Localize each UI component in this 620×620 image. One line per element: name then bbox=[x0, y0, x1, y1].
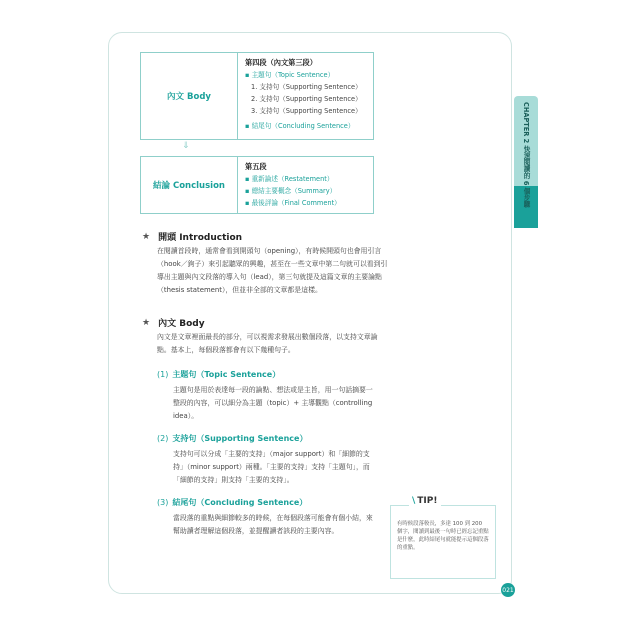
intro-heading bbox=[142, 230, 388, 243]
body-section bbox=[142, 316, 388, 357]
intro-section bbox=[142, 230, 388, 297]
body-heading bbox=[142, 316, 388, 329]
star-icon: ★ bbox=[142, 317, 151, 328]
subsection-supporting-sentence bbox=[157, 433, 382, 444]
intro-title: 開頭 Introduction bbox=[158, 233, 243, 243]
tip-text: 有時候段落較長，多達 100 到 200 個字，閱讀到最後一句時已經忘記重點是什麼，此時結尾句就能提示這個段落的重點。 bbox=[397, 521, 489, 551]
body-paragraph: 內文是文章裡面最長的部分，可以視需求發展出數個段落，以支持文章論點。基本上，每個段落都會有以下幾種句子。 bbox=[157, 333, 378, 354]
subsection-text: 支持句可以分成「主要的支持」（major support）和「細節的支持」（minor support）兩種。「主要的支持」支持「主題句」，而「細節的支持」則支持「主要的支持」。 bbox=[173, 450, 370, 484]
diagram-body-label: 內文 Body bbox=[141, 53, 238, 139]
intro-paragraph: 在閱讀首段時，通常會看到開頭句（opening），有時候開頭句也會用引言（hook／鉤子）來引起聽眾的興趣，甚至在一些文章中第二句就可以看到引導出主題與內文段落的導入句（lead），第三句就提及這篇文章的主要論點（thesis statement），但並非全部的文章都是這樣。 bbox=[157, 247, 388, 294]
diagram-conclusion-box bbox=[140, 156, 374, 214]
subsection-title: (2) 支持句（Supporting Sentence） bbox=[157, 434, 308, 443]
pencil-icon: \ bbox=[412, 496, 416, 506]
page-number: 021 bbox=[501, 583, 515, 597]
diagram-body-item: ▪ 結尾句（Concluding Sentence） bbox=[245, 122, 355, 130]
diagram-body-item: 1. 支持句（Supporting Sentence） bbox=[251, 83, 362, 91]
diagram-body-item: ▪ 主題句（Topic Sentence） bbox=[245, 71, 335, 79]
subsection-concluding-sentence bbox=[157, 497, 382, 508]
star-icon: ★ bbox=[142, 231, 151, 242]
subsection-title: (3) 結尾句（Concluding Sentence） bbox=[157, 498, 308, 507]
chapter-tab-label: CHAPTER 2 快速閱讀的 6 個步驟 bbox=[522, 102, 530, 208]
diagram-conclusion-label: 結論 Conclusion bbox=[141, 157, 238, 213]
diagram-body-heading: 第四段（內文第三段） bbox=[245, 58, 317, 67]
subsection-topic-sentence bbox=[157, 369, 382, 380]
diagram-body-content bbox=[245, 57, 369, 132]
subsection-text: 當段落的重點與細節較多的時候，在每個段落可能會有個小結，來幫助讀者理解這個段落，並提醒讀者該段的主要內容。 bbox=[173, 514, 373, 535]
tip-title: \ TIP! bbox=[409, 496, 441, 506]
subsection-text: 主題句是用於表達每一段的論點、想法或是主旨，用一句話摘要一整段的內容，可以細分為主題（topic）+ 主導觀點（controlling idea）。 bbox=[173, 386, 373, 420]
subsection-title: (1) 主題句（Topic Sentence） bbox=[157, 370, 281, 379]
diagram-conclusion-item: ▪ 重新論述（Restatement） bbox=[245, 175, 334, 183]
diagram-body-item: 3. 支持句（Supporting Sentence） bbox=[251, 107, 362, 115]
diagram-conclusion-item: ▪ 最後評論（Final Comment） bbox=[245, 199, 341, 207]
diagram-body-item: 2. 支持句（Supporting Sentence） bbox=[251, 95, 362, 103]
diagram-body-box bbox=[140, 52, 374, 140]
tip-box bbox=[390, 496, 496, 579]
body-title: 內文 Body bbox=[158, 319, 205, 329]
diagram-conclusion-heading: 第五段 bbox=[245, 162, 267, 171]
down-arrow-icon: ⇓ bbox=[182, 141, 190, 151]
diagram-conclusion-item: ▪ 總結主要概念（Summary） bbox=[245, 187, 337, 195]
diagram-conclusion-content bbox=[245, 161, 369, 209]
